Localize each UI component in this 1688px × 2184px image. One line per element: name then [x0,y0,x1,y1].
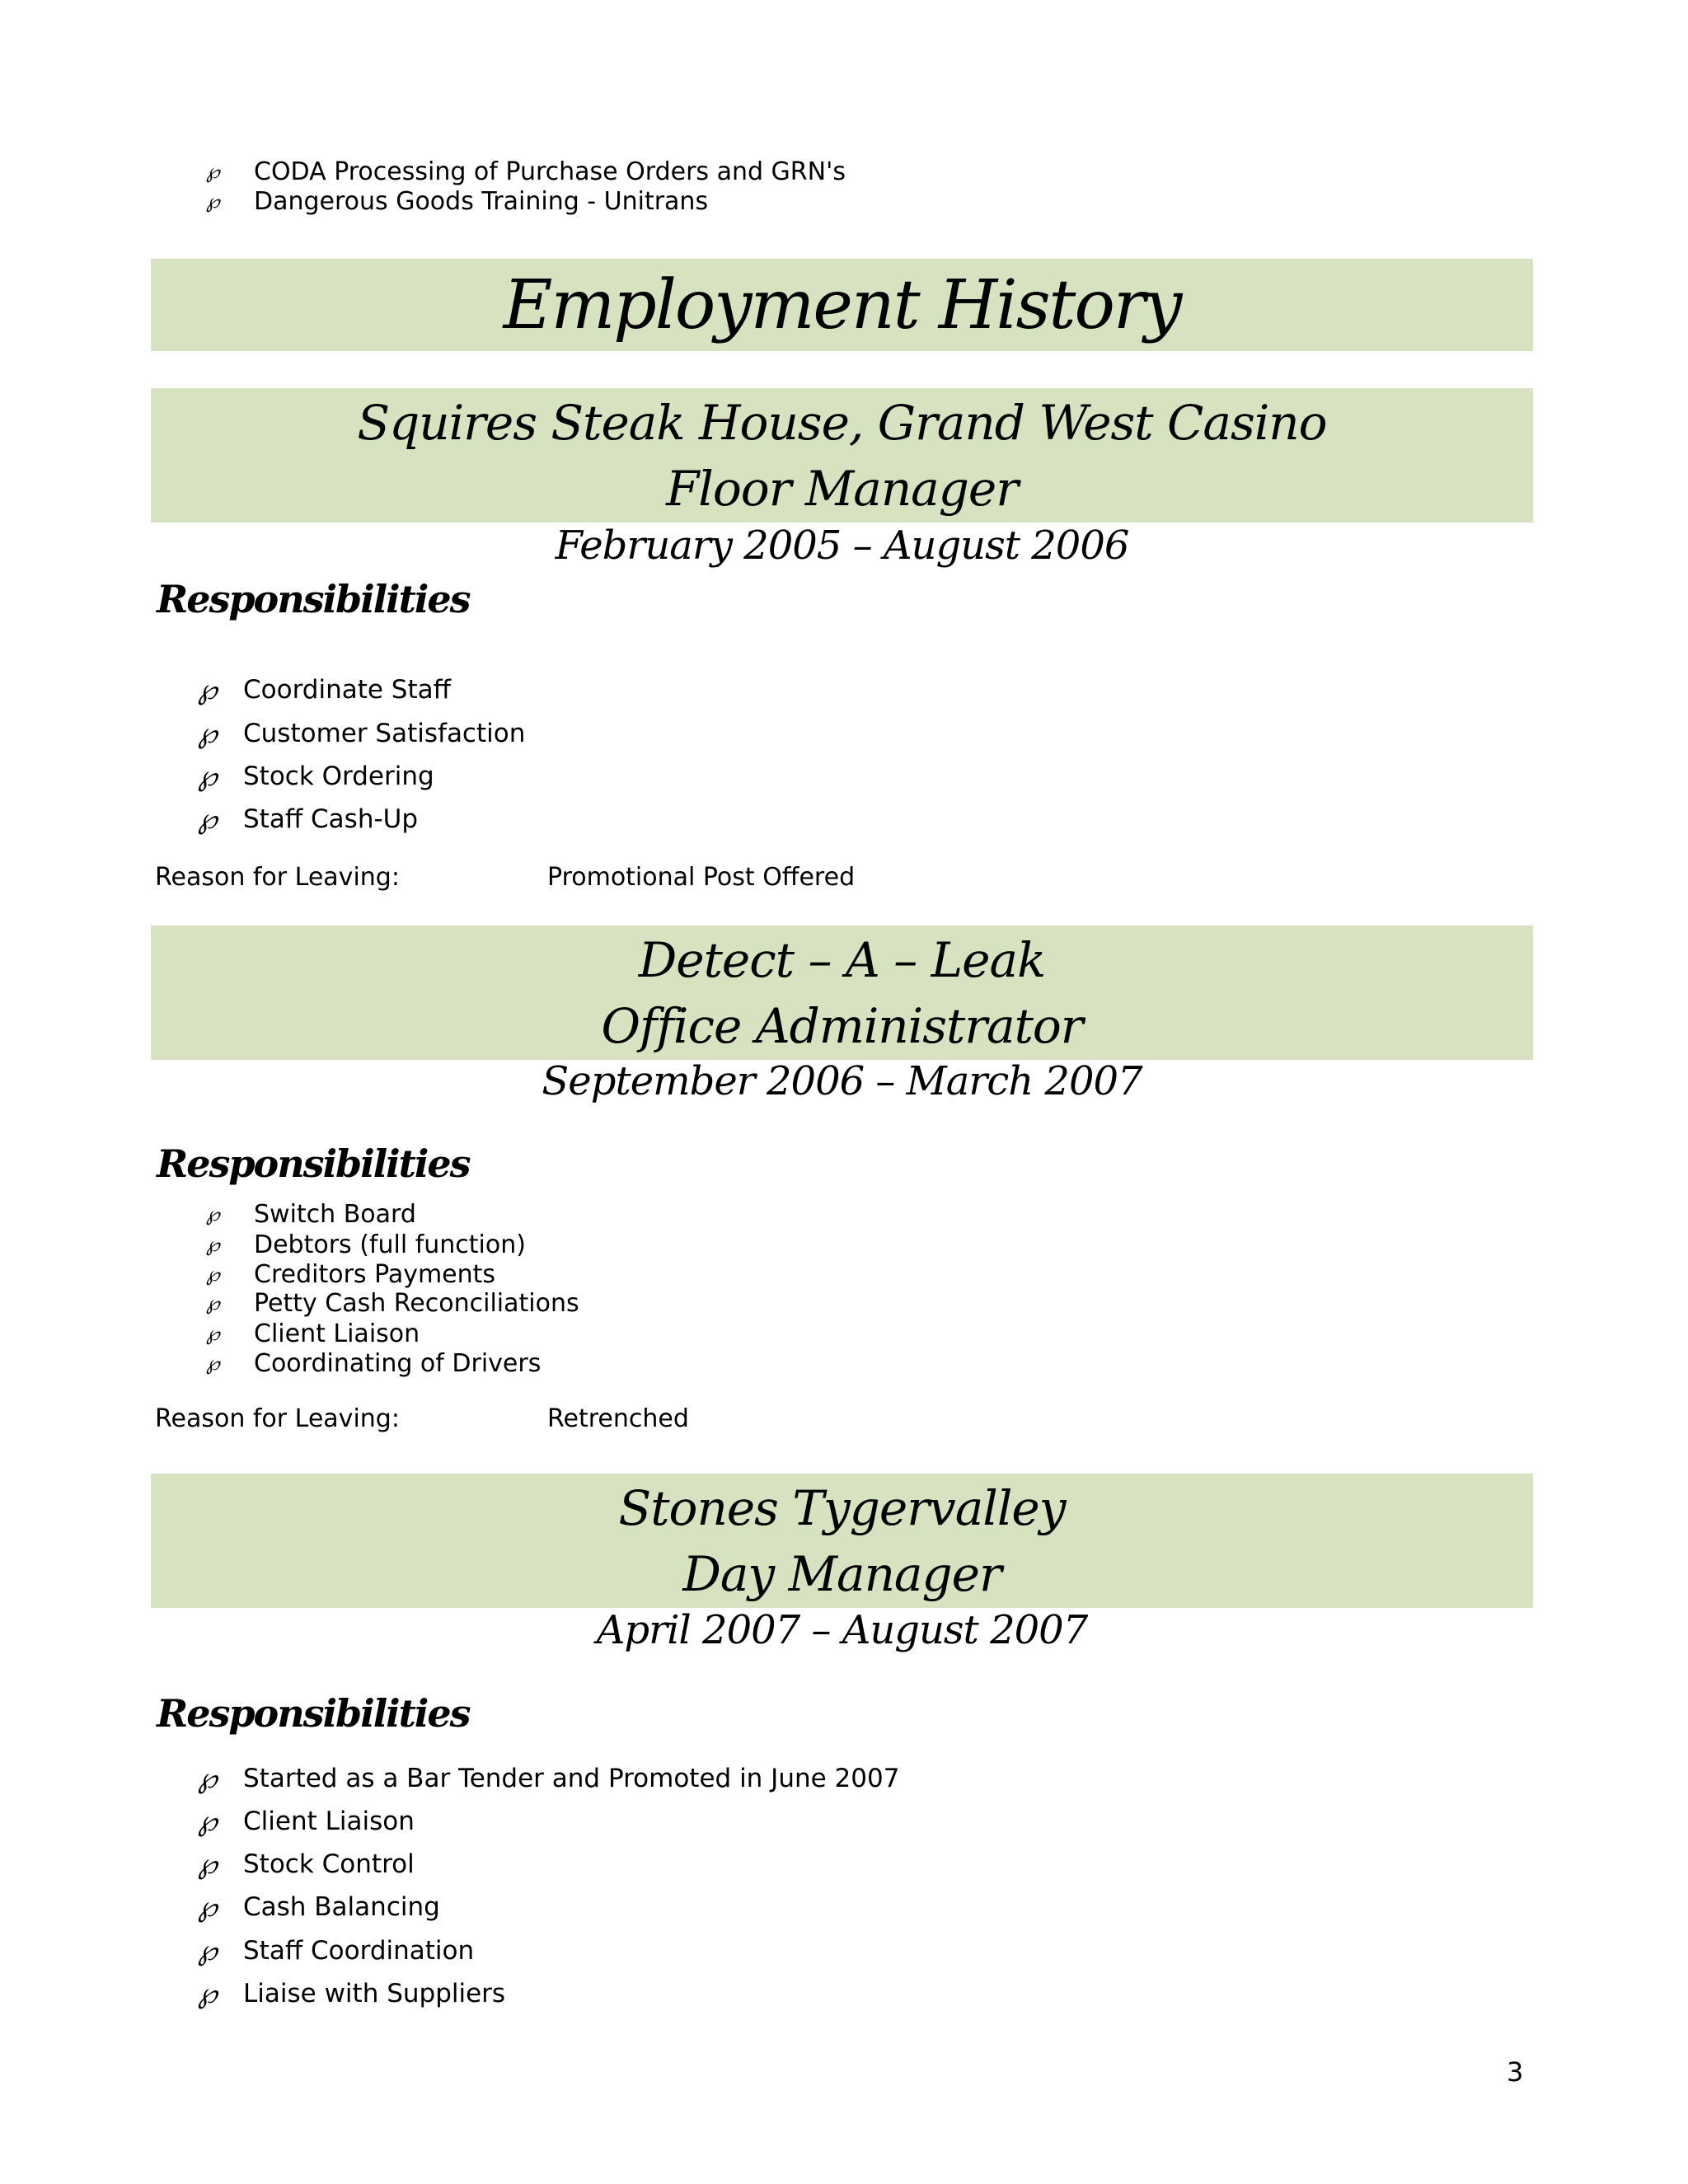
bullet-icon: ℘ [198,760,218,793]
bullet-icon: ℘ [206,1233,220,1256]
list-item: ℘ Coordinate Staff [198,673,451,706]
bullet-icon: ℘ [206,1202,220,1226]
bullet-icon: ℘ [198,1848,218,1881]
bullet-icon: ℘ [198,1805,218,1838]
reason-value: Promotional Post Offered [547,863,856,892]
bullet-icon: ℘ [206,1322,220,1345]
list-item: ℘ Staff Cash-Up [198,803,419,836]
reason-value: Retrenched [547,1404,689,1433]
bullet-icon: ℘ [198,717,218,750]
list-item: ℘ CODA Processing of Purchase Orders and GRN's [206,157,846,186]
company-name: Squires Steak House, Grand West Casino [357,394,1327,451]
page-number: 3 [1507,2056,1524,2088]
section-heading-band [151,259,1533,351]
job-header-band [151,926,1533,1060]
job-header-band [151,388,1533,523]
list-item: ℘ Customer Satisfaction [198,717,526,750]
list-item: ℘ Client Liaison [198,1805,415,1838]
company-name: Detect – A – Leak [638,931,1046,988]
bullet-icon: ℘ [198,803,218,836]
job-role: Floor Manager [666,460,1018,517]
list-item: ℘ Staff Coordination [198,1934,475,1967]
job-dates: February 2005 – August 2006 [555,523,1129,569]
job-dates: April 2007 – August 2007 [596,1607,1088,1653]
responsibilities-heading: Responsibilities [157,577,470,621]
responsibilities-heading: Responsibilities [157,1141,470,1186]
bullet-icon: ℘ [206,190,220,213]
job-role: Day Manager [682,1545,1001,1602]
list-item: ℘ Started as a Bar Tender and Promoted in June 2007 [198,1762,900,1795]
reason-label: Reason for Leaving: [155,1404,400,1433]
bullet-icon: ℘ [198,1977,218,2010]
bullet-icon: ℘ [198,1934,218,1967]
job-header-band [151,1474,1533,1608]
bullet-icon: ℘ [198,1762,218,1795]
list-item: ℘ Stock Control [198,1848,415,1881]
list-item: ℘ Client Liaison [206,1319,420,1348]
section-title: Employment History [503,265,1181,344]
bullet-icon: ℘ [206,1291,220,1315]
bullet-icon: ℘ [198,1891,218,1924]
bullet-icon: ℘ [198,673,218,706]
list-item: ℘ Switch Board [206,1199,416,1229]
list-item: ℘ Coordinating of Drivers [206,1348,542,1378]
list-item: ℘ Liaise with Suppliers [198,1977,506,2010]
company-name: Stones Tygervalley [618,1479,1066,1536]
list-item: ℘ Cash Balancing [198,1891,440,1924]
job-role: Office Administrator [601,997,1083,1054]
bullet-icon: ℘ [206,1263,220,1286]
job-dates: September 2006 – March 2007 [542,1058,1142,1104]
reason-label: Reason for Leaving: [155,863,400,892]
list-item: ℘ Stock Ordering [198,760,434,793]
list-item: ℘ Creditors Payments [206,1259,496,1289]
list-item: ℘ Dangerous Goods Training - Unitrans [206,186,709,216]
responsibilities-heading: Responsibilities [157,1691,470,1736]
bullet-icon: ℘ [206,1352,220,1375]
bullet-icon: ℘ [206,160,220,183]
list-item: ℘ Debtors (full function) [206,1230,526,1259]
list-item: ℘ Petty Cash Reconciliations [206,1288,579,1318]
